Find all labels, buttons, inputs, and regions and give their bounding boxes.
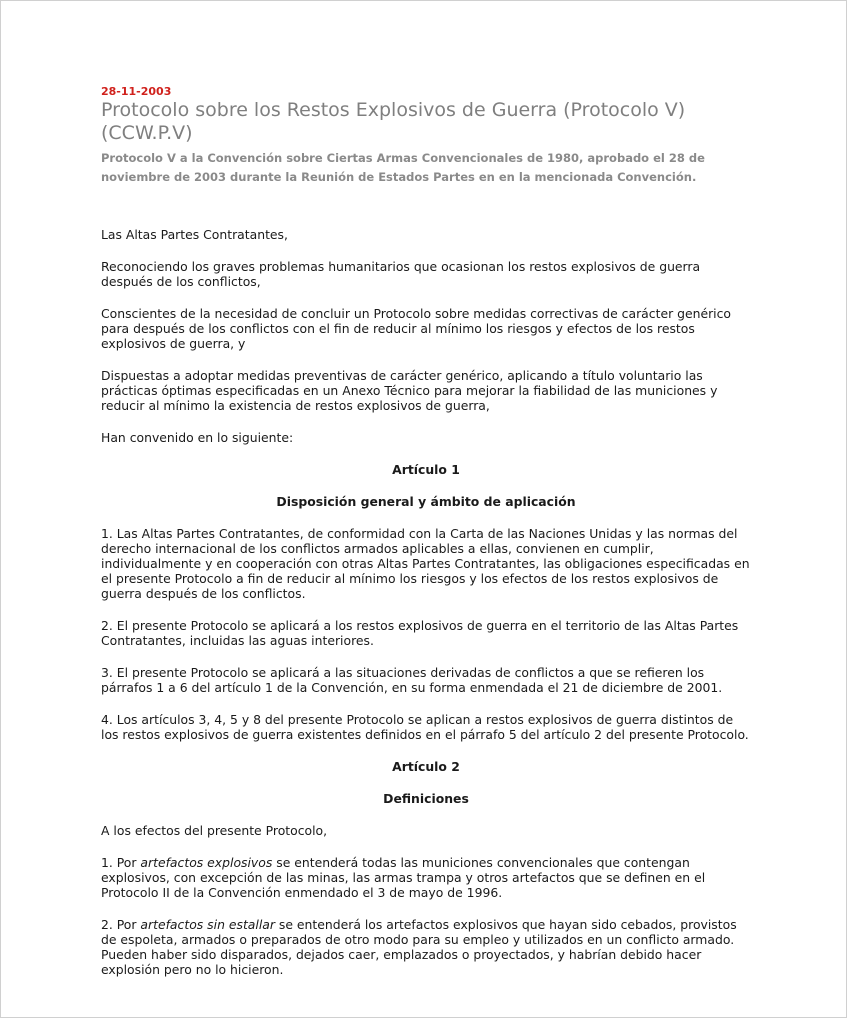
definition-prefix: 2. Por: [101, 917, 141, 932]
document-subtitle: Protocolo V a la Convención sobre Ciertas Armas Convencionales de 1980, aprobado el 28 de noviembre de 2003 durante la Reunión de Estados Partes en en la mencionada Convención.: [101, 151, 705, 184]
article-1-subheading: Disposición general y ámbito de aplicación: [276, 494, 576, 509]
preamble-paragraph: Las Altas Partes Contratantes,: [101, 227, 288, 242]
article-1-paragraph: 2. El presente Protocolo se aplicará a los restos explosivos de guerra en el territorio de las Altas Partes Contratantes, incluidas las aguas interiores.: [101, 618, 739, 648]
definition-text: se entenderá los artefactos explosivos que hayan sido cebados, provistos de espoleta, armados o preparados de otro modo para su empleo y utilizados en un conflicto armado. Pueden haber sido disparados, dejados caer, emplazados o proyectados, y habrían debido hacer explosión pero no lo hicieron.: [101, 917, 737, 977]
definition-prefix: 1. Por: [101, 855, 141, 870]
article-1-paragraph: 1. Las Altas Partes Contratantes, de conformidad con la Carta de las Naciones Unidas y las normas del derecho internacional de los conflictos armados aplicables a ellas, convienen en cumplir, individualmente y en cooperación con otras Altas Partes Contratantes, las obligaciones especificadas en el presente Protocolo a fin de reducir al mínimo los riesgos y los efectos de los restos explosivos de guerra después de los conflictos.: [101, 526, 750, 601]
definition-term: artefactos sin estallar: [140, 917, 275, 932]
article-1-paragraph: 3. El presente Protocolo se aplicará a las situaciones derivadas de conflictos a que se refieren los párrafos 1 a 6 del artículo 1 de la Convención, en su forma enmendada el 21 de diciembre de 2001.: [101, 665, 723, 695]
preamble-paragraph: Han convenido en lo siguiente:: [101, 430, 294, 445]
document-body: [101, 227, 751, 977]
article-1-heading: Artículo 1: [392, 462, 460, 477]
preamble-paragraph: Dispuestas a adoptar medidas preventivas de carácter genérico, aplicando a título voluntario las prácticas óptimas especificadas en un Anexo Técnico para mejorar la fiabilidad de las municiones y reducir al mínimo la existencia de restos explosivos de guerra,: [101, 368, 718, 413]
article-2-definition-2: [101, 917, 751, 977]
preamble-paragraph: Conscientes de la necesidad de concluir un Protocolo sobre medidas correctivas de carácter genérico para después de los conflictos con el fin de reducir al mínimo los riesgos y efectos de los restos explosivos de guerra, y: [101, 306, 731, 351]
definition-text: se entenderá todas las municiones convencionales que contengan explosivos, con excepción de las minas, las armas trampa y otros artefactos que se definen en el Protocolo II de la Convención enmendado el 3 de mayo de 1996.: [101, 855, 706, 900]
document-date: 28-11-2003: [101, 85, 172, 98]
article-2-heading: Artículo 2: [392, 759, 460, 774]
article-2-definition-1: [101, 855, 751, 900]
preamble-paragraph: Reconociendo los graves problemas humanitarios que ocasionan los restos explosivos de guerra después de los conflictos,: [101, 259, 701, 289]
article-2-intro: A los efectos del presente Protocolo,: [101, 823, 328, 838]
definition-term: artefactos explosivos: [140, 855, 273, 870]
article-2-subheading: Definiciones: [383, 791, 469, 806]
document-content: [101, 85, 751, 994]
document-title: Protocolo sobre los Restos Explosivos de Guerra (Protocolo V) (CCW.P.V): [101, 99, 686, 144]
article-1-paragraph: 4. Los artículos 3, 4, 5 y 8 del presente Protocolo se aplican a restos explosivos de guerra distintos de los restos explosivos de guerra existentes definidos en el párrafo 5 del artículo 2 del presente Protocolo.: [101, 712, 749, 742]
